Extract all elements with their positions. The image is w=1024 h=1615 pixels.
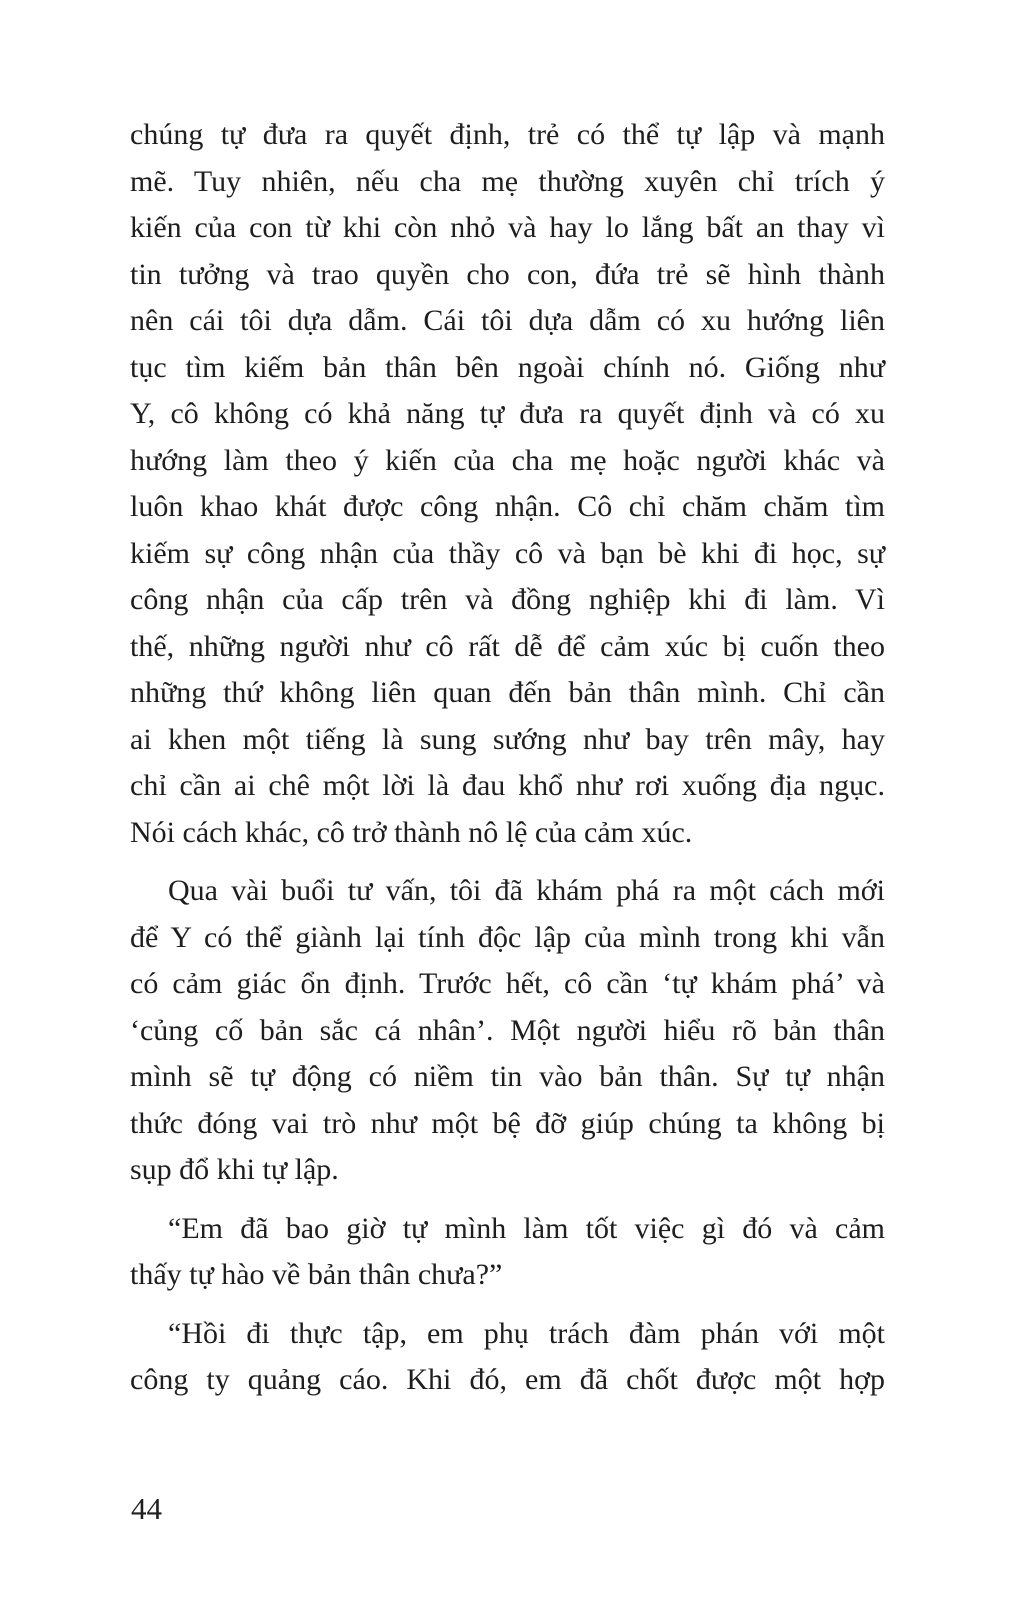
text-line: nên cái tôi dựa dẫm. Cái tôi dựa dẫm có xu hướng liên [130, 304, 885, 337]
text-line: mình sẽ tự động có niềm tin vào bản thân. Sự tự nhận [130, 1060, 885, 1093]
text-block [130, 112, 885, 1416]
text-line: luôn khao khát được công nhận. Cô chỉ chăm chăm tìm [130, 490, 885, 523]
text-line: “Hồi đi thực tập, em phụ trách đàm phán với một [168, 1316, 885, 1350]
text-line: tin tưởng và trao quyền cho con, đứa trẻ sẽ hình thành [130, 257, 885, 291]
text-line: ‘củng cố bản sắc cá nhân’. Một người hiểu rõ bản thân [130, 1013, 885, 1047]
text-line: kiến của con từ khi còn nhỏ và hay lo lắng bất an thay vì [130, 211, 885, 244]
text-line: thế, những người như cô rất dễ để cảm xúc bị cuốn theo [130, 629, 885, 663]
text-line: sụp đổ khi tự lập. [130, 1153, 339, 1186]
paragraph [130, 112, 885, 856]
text-line: thức đóng vai trò như một bệ đỡ giúp chúng ta không bị [130, 1106, 885, 1140]
text-line: “Em đã bao giờ tự mình làm tốt việc gì đó và cảm [168, 1211, 885, 1245]
text-line: có cảm giác ổn định. Trước hết, cô cần ‘tự khám phá’ và [130, 967, 885, 1000]
text-line: Y, cô không có khả năng tự đưa ra quyết định và có xu [130, 397, 885, 430]
text-line: chỉ cần ai chê một lời là đau khổ như rơi xuống địa ngục. [130, 769, 885, 802]
text-line: ai khen một tiếng là sung sướng như bay trên mây, hay [130, 722, 885, 756]
text-line: chúng tự đưa ra quyết định, trẻ có thể tự lập và mạnh [130, 118, 885, 151]
text-line: công ty quảng cáo. Khi đó, em đã chốt được một hợp [130, 1363, 885, 1396]
paragraph [130, 1311, 885, 1404]
page-number: 44 [131, 1491, 162, 1526]
paragraph [130, 868, 885, 1194]
text-line: mẽ. Tuy nhiên, nếu cha mẹ thường xuyên chỉ trích ý [130, 164, 885, 198]
text-line: Qua vài buổi tư vấn, tôi đã khám phá ra một cách mới [168, 874, 885, 907]
text-line: Nói cách khác, cô trở thành nô lệ của cảm xúc. [130, 815, 693, 849]
text-line: hướng làm theo ý kiến của cha mẹ hoặc người khác và [130, 443, 885, 477]
paragraph [130, 1206, 885, 1299]
text-line: tục tìm kiếm bản thân bên ngoài chính nó. Giống như [130, 350, 885, 384]
text-line: công nhận của cấp trên và đồng nghiệp khi đi làm. Vì [130, 583, 885, 616]
text-line: kiếm sự công nhận của thầy cô và bạn bè khi đi học, sự [130, 536, 885, 570]
text-line: để Y có thể giành lại tính độc lập của mình trong khi vẫn [130, 920, 885, 954]
text-line: những thứ không liên quan đến bản thân mình. Chỉ cần [130, 676, 885, 709]
text-line: thấy tự hào về bản thân chưa?” [130, 1258, 503, 1291]
